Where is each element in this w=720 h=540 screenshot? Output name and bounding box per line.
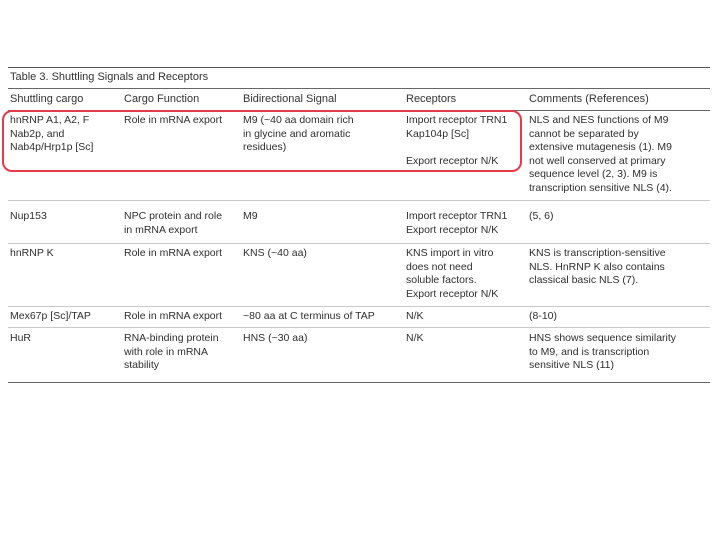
header-comments: Comments (References)	[529, 93, 649, 105]
row-4-function: RNA-binding protein with role in mRNA stability	[124, 332, 219, 372]
row-1-signal: M9	[243, 210, 258, 222]
row-rule	[8, 243, 710, 244]
row-0-cargo: hnRNP A1, A2, F Nab2p, and Nab4p/Hrp1p [Sc]	[10, 114, 94, 154]
row-2-signal: KNS (~40 aa)	[243, 247, 307, 259]
row-3-comments: (8-10)	[529, 310, 558, 322]
row-0-function: Role in mRNA export	[124, 114, 223, 126]
row-4-cargo: HuR	[10, 332, 32, 344]
row-2-comments: KNS is transcription-sensitive NLS. HnRNP K also contains classical basic NLS (7).	[529, 247, 666, 287]
header-shuttling-cargo: Shuttling cargo	[10, 93, 84, 105]
row-1-comments: (5, 6)	[529, 210, 554, 222]
table-title: Table 3. Shuttling Signals and Receptors	[10, 71, 209, 83]
row-4-comments: HNS shows sequence similarity to M9, and is transcription sensitive NLS (11)	[529, 332, 677, 372]
highlight-box	[2, 110, 522, 172]
row-rule	[8, 327, 710, 328]
row-4-signal: HNS (~30 aa)	[243, 332, 308, 344]
row-3-signal: ~80 aa at C terminus of TAP	[243, 310, 375, 322]
table-top-rule	[8, 67, 710, 68]
row-rule	[8, 200, 710, 201]
row-2-function: Role in mRNA export	[124, 247, 223, 259]
row-0-receptors: Import receptor TRN1 Kap104p [Sc] Export receptor N/K	[406, 114, 508, 167]
row-0-signal: M9 (~40 aa domain rich in glycine and aromatic residues)	[243, 114, 354, 154]
row-2-receptors: KNS import in vitro does not need soluble factors. Export receptor N/K	[406, 247, 499, 300]
row-rule	[8, 306, 710, 307]
title-rule	[8, 88, 710, 89]
row-2-cargo: hnRNP K	[10, 247, 54, 259]
row-0-comments: NLS and NES functions of M9 cannot be separated by extensive mutagenesis (1). M9 not well conserved at primary sequence level (2, 3). M9 is transcription sensitive NLS (4).	[529, 114, 672, 194]
row-1-function: NPC protein and role in mRNA export	[124, 210, 223, 236]
header-bidirectional-signal: Bidirectional Signal	[243, 93, 337, 105]
row-1-receptors: Import receptor TRN1 Export receptor N/K	[406, 210, 508, 236]
row-1-cargo: Nup153	[10, 210, 47, 222]
header-cargo-function: Cargo Function	[124, 93, 200, 105]
row-3-receptors: N/K	[406, 310, 424, 322]
row-3-function: Role in mRNA export	[124, 310, 223, 322]
table-bottom-rule	[8, 382, 710, 383]
row-4-receptors: N/K	[406, 332, 424, 344]
row-3-cargo: Mex67p [Sc]/TAP	[10, 310, 91, 322]
header-receptors: Receptors	[406, 93, 457, 105]
